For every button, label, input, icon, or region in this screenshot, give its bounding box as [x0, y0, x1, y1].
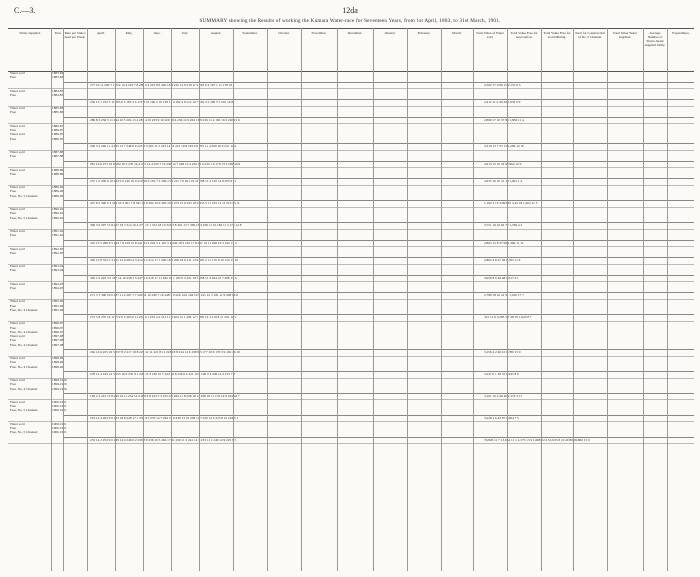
water-supplied-label: Water sold Free	[10, 106, 25, 115]
water-supplied-label: Water sold Free Free, No. 4 Channel	[10, 356, 38, 369]
summary-totals: 2,412 11 9 40 20 1,933 6 9	[484, 100, 521, 105]
table-header	[8, 28, 694, 72]
column-header: Expenditure.	[672, 31, 690, 35]
water-supplied-label: Water sold Free	[10, 71, 25, 80]
year-label: 1889-90 1889-90 1889-90	[52, 185, 64, 198]
monthly-totals: 286 8 3 236 5 11 244 10 5 204 13 4 287 4 10 233 9 10 229 18 4 256 14 9 204 13 9 216 11 4 182 19 2 220 15 6	[90, 117, 240, 122]
table-row-group	[8, 247, 694, 264]
monthly-totals: 277 10 11 209 7 1 222 14 4 223 7 8 286 9 4 261 8 6 240 18 4 232 14 9 218 11 9 193 6 4 167 1 11 178 18 1	[90, 82, 235, 87]
monthly-totals: 396 3 0 297 15 8 267 19 3 312 10 4 277 13 1 313 18 10 316 3 8 301 13 7 309 13 3 236 11 10 184 11 5 175 14 8	[90, 222, 242, 227]
summary-totals: 2,655 16 10 31 38 1,091 1 4	[484, 179, 523, 184]
water-supplied-label: Water sold Free	[10, 229, 25, 238]
monthly-totals: 278 12 4 245 14 3 255 16 0 235 9 1 226 12 3 230 10 7 224 16 6 236 6 4 221 12 6 196 2 4 206 14 3 213 7 3	[90, 371, 235, 376]
year-label: 1883-84 1883-84	[52, 71, 64, 80]
column-header: Total Value Free for Gold Mining.	[543, 31, 571, 40]
table-row-group	[8, 124, 694, 149]
monthly-totals: 183 2 5 241 13 8 249 19 11 252 12 0 260 9 8 223 5 3 255 0 0 284 11 8 228 18 11 268 18 11 179 14 8 194 16 7	[90, 393, 240, 398]
summary-totals: 3,029 8 0 49 48 1,617 4 1	[484, 275, 519, 280]
table-row-group	[8, 229, 694, 246]
monthly-totals: 237 1 0 200 6 10 232 0 0 240 10 0 219 16 0 192 7 2 206 13 6 211 7 6 201 19 10 238 11 2 150 14 8 205 9 11	[90, 179, 237, 184]
year-label: 1884-85 1884-85	[52, 88, 64, 97]
water-supplied-label: Water sold Free Free, No. 4 Channel Water sold Free Free, No. 4 Channel	[10, 321, 38, 347]
summary-totals: 2,789 18 10 41 91 1,910 17 7	[484, 293, 524, 298]
summary-totals: 2,804 15 8 37 98 1,384 11 11	[484, 240, 524, 245]
table-row-group	[8, 321, 694, 355]
column-header: February.	[417, 31, 431, 35]
water-supplied-label: Water sold Free Free, No. 5 Channel	[10, 421, 38, 435]
monthly-totals: 256 13 7 232 5 11 205 6 5 183 3 4 172 8 10 190 2 10 218 11 4 192 4 9 212 10 7 165 4 5 169 5 5 210 14 8	[90, 100, 234, 105]
water-supplied-label: Water sold Free	[10, 264, 25, 273]
monthly-totals: 271 3 1 300 16 0 287 11 4 297 1 7 229 11 10 240 7 10 248 5 9 226 14 6 164 16 5 221 12 3 181 11 9 208 10 6	[90, 293, 238, 298]
column-header: Total for Construction of No. 5 Channel.	[574, 31, 606, 40]
year-label: 1885-86 1885-86	[52, 106, 64, 115]
column-header: Total Value of Water sold.	[476, 31, 504, 40]
column-header: Year.	[54, 31, 62, 35]
year-label: 1886-87 1886-87 1886-87 1886-87	[52, 123, 64, 141]
year-label: 1900-1901 1900-1901 1900-1901	[52, 421, 67, 435]
column-header: Total Value Free for Association.	[510, 31, 538, 40]
water-supplied-label: Water sold Free Free, No. 4 Channel	[10, 299, 38, 312]
summary-totals: 3,310 13 7 33 15 1,299 14 10	[484, 143, 524, 148]
table-row-group	[8, 185, 694, 206]
summary-totals: 2,802 4 8 47 56 1,783 11 6	[484, 258, 521, 263]
table-row-group	[8, 378, 694, 399]
summary-table	[8, 71, 694, 571]
water-supplied-label: Water sold Free Free, No. 5 Channel	[10, 185, 38, 198]
water-supplied-label: Water sold Free	[10, 246, 25, 255]
water-supplied-label: Water sold Free	[10, 150, 25, 159]
column-header: June.	[153, 31, 161, 35]
summary-totals: 33,826 11 7 13,064 11 1 2,375 13 9 1,668 12 4 51,935 8 10 40 80 29,862 15 9	[484, 437, 590, 442]
year-label: 1893-94 1893-94	[52, 264, 64, 273]
monthly-totals: 262 14 6 225 16 5 237 8 2 217 19 8 225 12 11 221 8 11 223 18 8 214 14 6 198 9 5 177 10 6 170 3 9 192 16 10	[90, 350, 240, 355]
year-label: 1888-89 1888-89	[52, 167, 64, 176]
summary-totals: 321 13 6 3,283 3 7 38 79 1,943 8 7	[484, 315, 532, 320]
summary-totals: 3,220 2 6 42 87 1,664 7 5	[484, 415, 519, 420]
column-header: April.	[96, 31, 105, 35]
column-header: July.	[181, 31, 189, 35]
water-supplied-label: Water sold Free Water sold Free	[10, 123, 25, 141]
table-row-group	[8, 400, 694, 421]
table-row-group	[8, 89, 694, 106]
table-row-group	[8, 71, 694, 88]
page-number: 12da	[342, 6, 358, 15]
year-label: 1899-1900 1899-1900 1899-1900	[52, 378, 67, 391]
year-label: 1891-92 1891-92	[52, 229, 64, 238]
table-row-group	[8, 264, 694, 281]
monthly-totals: 310 13 5 286 6 5 244 7 6 219 15 8 241 14 3 224 5 2 191 5 4 249 18 3 165 17 8 201 19 11 206 10 3 192 14 3	[90, 240, 237, 245]
column-header: November.	[311, 31, 327, 35]
column-header: Water supplied.	[19, 31, 41, 35]
summary-totals: 3,191 10 0 40 40 2,174 3 11	[484, 393, 523, 398]
column-header: March.	[452, 31, 462, 35]
summary-totals: 3,156 4 2 40 41 1,780 15 0	[484, 350, 521, 355]
table-row-group	[8, 168, 694, 185]
column-header: Rate per Sluice head per Week.	[64, 31, 86, 40]
summary-totals: 3,751 16 10 62 72 1,766 4 2	[484, 222, 523, 227]
water-supplied-label: Water sold Free Free, No. 5 Channel	[10, 399, 38, 413]
monthly-totals: 281 16 6 273 16 9 284 19 3 270 14 4 235 14 4 220 7 10 236 14 7 249 15 4 256 12 4 232 1 9 179 13 3 205 19 6	[90, 161, 241, 166]
summary-totals: 1,192 2 10 3,093 10 4 42 18 1,404 11 3	[484, 201, 538, 206]
monthly-totals: 340 15 8 352 5 3 261 12 9 283 4 3 214 3 2 212 17 1 200 10 5 206 18 6 211 13 9 195 2 11 170 8 10 152 17 10	[90, 258, 239, 263]
water-supplied-label: Water sold Free	[10, 88, 25, 97]
table-row-group	[8, 299, 694, 320]
year-label: 1898-99 1898-99 1898-99	[52, 356, 64, 369]
monthly-totals: 233 14 2 252 9 0 239 14 0 246 6 2 239 8 0 236 10 3 264 17 11 230 11 3 241 14 3 233 11 1 240 12 9 225 9 5	[90, 437, 237, 442]
monthly-totals: 223 14 4 262 9 0 223 18 8 248 17 1 258 9 5 233 14 7 264 15 6 236 13 10 238 11 7 220 14 5 225 8 10 224 5 1	[90, 415, 239, 420]
year-label: 1896-97 1896-97 1896-97 1897-98 1897-98 1897-98	[52, 321, 64, 347]
water-supplied-label: Water sold Free Free, No. 5 Channel	[10, 207, 38, 220]
year-label: 1887-88 1887-88	[52, 150, 64, 159]
summary-totals: 3,247 0 1 39 35 1,941 8 0	[484, 371, 519, 376]
summary-totals: 2,502 17 9 86 15 2,155 9 5	[484, 82, 521, 87]
year-label: 1895-96 1895-96 1895-96	[52, 299, 64, 312]
column-header: May.	[125, 31, 133, 35]
table-row-group	[8, 150, 694, 167]
year-label: 1900-1901 1900-1901 1900-1901	[52, 399, 67, 413]
column-header: Average Number of Sluice-heads supplied Daily.	[644, 31, 666, 48]
year-label: 1894-95 1894-95	[52, 281, 64, 291]
table-row-group	[8, 106, 694, 123]
table-row-group	[8, 356, 694, 377]
table-row-group	[8, 207, 694, 228]
summary-totals: 2,615 15 10 32 69 962 12 9	[484, 161, 522, 166]
document-title: SUMMARY showing the Results of working the Kumara Water-race for Seventeen Years, from 1st April, 1883, to 31st March, 1901.	[199, 18, 501, 24]
summary-totals: 2,800 17 10 37 86 1,836 11 4	[484, 117, 524, 122]
monthly-totals: 457 8 5 390 0 3 329 10 3 301 7 8 341 16 9 292 10 9 295 10 5 273 15 6 255 18 0 255 5 11 233 12 11 210 15 11	[90, 201, 240, 206]
year-label: 1892-93 1892-93	[52, 246, 64, 255]
water-supplied-label: Water sold Free	[10, 167, 25, 176]
water-supplied-label: Water sold Free Free, No. 4 Channel	[10, 378, 38, 391]
column-header: September.	[242, 31, 258, 35]
column-header: October.	[278, 31, 290, 35]
table-row-group	[8, 282, 694, 299]
column-header: Total Value Water supplied.	[612, 31, 638, 40]
table-row-group	[8, 422, 694, 443]
monthly-totals: 273 5 8 270 16 11 272 6 5 265 6 11 252 6 1 232 4 4 213 11 3 204 12 1 200 12 7 209 14 3 219 8 11 201 12 5	[90, 315, 237, 320]
column-header: August.	[210, 31, 222, 35]
column-header: December.	[347, 31, 363, 35]
page-left-mark: C.—3.	[14, 6, 36, 15]
water-supplied-label: Water sold Free	[10, 281, 25, 291]
monthly-totals: 305 1 9 293 5 0 317 14 10 236 3 5 247 6 0 219 17 11 262 18 1 195 6 2 221 19 5 258 11 4 204 10 7 286 13 6	[90, 275, 237, 280]
monthly-totals: 246 3 4 246 11 4 225 13 7 248 8 9 225 8 3 203 11 5 223 14 11 221 10 8 219 9 6 235 11 4 209 16 9 221 14 6	[90, 143, 237, 148]
year-label: 1890-91 1890-91 1890-91	[52, 207, 64, 220]
column-header: January.	[384, 31, 396, 35]
